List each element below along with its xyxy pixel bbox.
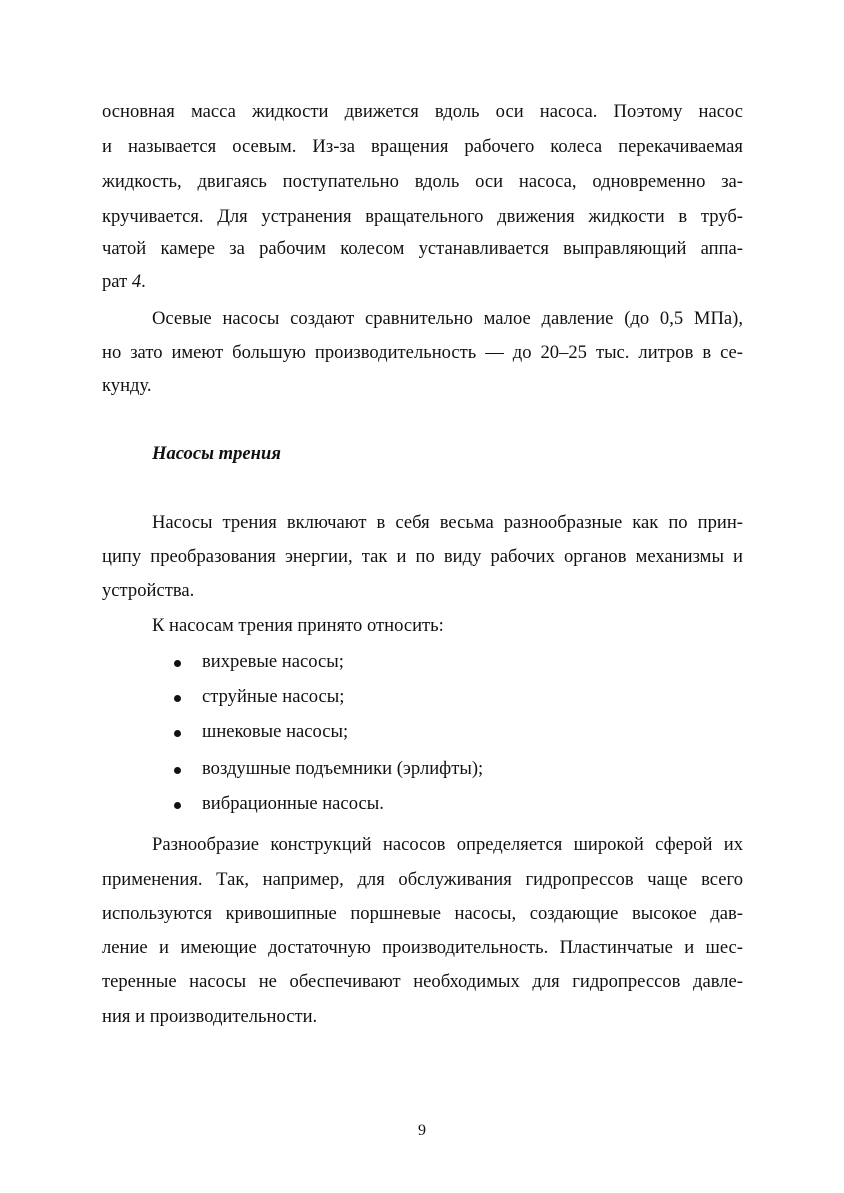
list-item-text: струйные насосы; (202, 686, 345, 707)
list-item-text: шнековые насосы; (202, 721, 349, 742)
paragraph-line: устройства. (102, 580, 195, 601)
bullet-icon (174, 802, 181, 809)
line-text: . (141, 271, 146, 292)
bullet-icon (174, 695, 181, 702)
figure-reference: 4 (131, 271, 142, 292)
paragraph-line: чатой камере за рабочим колесом устанавливается выправляющий аппа- (102, 238, 743, 259)
paragraph-last-line (102, 270, 743, 294)
paragraph-line: и называется осевым. Из-за вращения рабочего колеса перекачиваемая (102, 136, 743, 157)
paragraph-line: применения. Так, например, для обслуживания гидропрессов чаще всего (102, 869, 743, 890)
paragraph-line: кручивается. Для устранения вращательного движения жидкости в труб- (102, 206, 743, 227)
line-text: рат (102, 271, 132, 292)
paragraph-line: жидкость, двигаясь поступательно вдоль оси насоса, одновременно за- (102, 171, 743, 192)
list-item-text: вихревые насосы; (202, 651, 344, 672)
paragraph-line: ципу преобразования энергии, так и по виду рабочих органов механизмы и (102, 546, 743, 567)
paragraph-line: ния и производительности. (102, 1006, 318, 1027)
bullet-icon (174, 660, 181, 667)
paragraph-line: Разнообразие конструкций насосов определяется широкой сферой их (152, 834, 743, 855)
paragraph-line: К насосам трения принято относить: (152, 615, 444, 636)
list-item-text: вибрационные насосы. (202, 793, 384, 814)
paragraph-line: Осевые насосы создают сравнительно малое давление (до 0,5 МПа), (152, 308, 743, 329)
bullet-icon (174, 767, 181, 774)
paragraph-line: теренные насосы не обеспечивают необходимых для гидропрессов давле- (102, 971, 743, 992)
bullet-icon (174, 730, 181, 737)
paragraph-line: ление и имеющие достаточную производительность. Пластинчатые и шес- (102, 937, 743, 958)
section-heading: Насосы трения (152, 443, 281, 464)
page-number: 9 (418, 1122, 426, 1139)
paragraph-line: Насосы трения включают в себя весьма разнообразные как по прин- (152, 512, 743, 533)
paragraph-line: кунду. (102, 375, 152, 396)
paragraph-line: но зато имеют большую производительность — до 20–25 тыс. литров в се- (102, 342, 743, 363)
list-item-text: воздушные подъемники (эрлифты); (202, 758, 484, 779)
paragraph-line: основная масса жидкости движется вдоль оси насоса. Поэтому насос (102, 101, 743, 122)
paragraph-line: используются кривошипные поршневые насосы, создающие высокое дав- (102, 903, 743, 924)
